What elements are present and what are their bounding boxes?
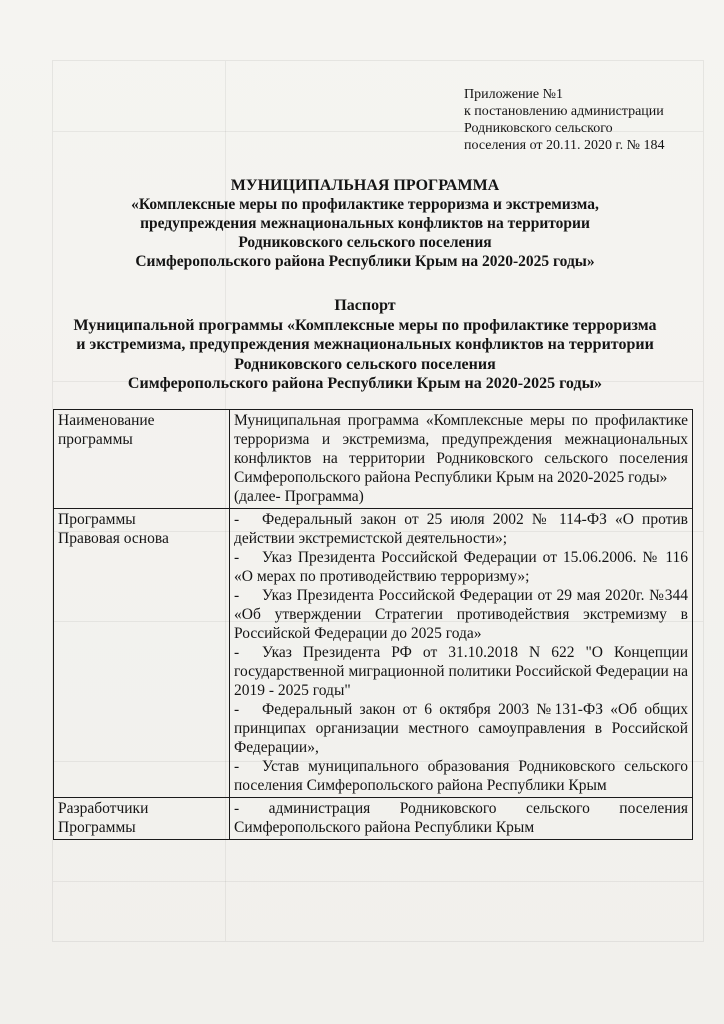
appendix-line: к постановлению администрации — [464, 104, 664, 119]
passport-title-line: Родниковского сельского поселения — [234, 355, 496, 373]
appendix-line: поселения от 20.11. 2020 г. № 184 — [464, 138, 665, 153]
row-content — [230, 410, 693, 509]
legal-basis-text: Указ Президента РФ от 31.10.2018 N 622 "О Концепции государственной миграционной политики Российской Федерации на 2019 - 2025 годы" — [234, 644, 688, 699]
row-content — [230, 509, 693, 798]
program-short-name: (далее- Программа) — [234, 488, 364, 505]
legal-basis-text: Указ Президента Российской Федерации от 15.06.2006. № 116 «О мерах по противодействию терроризму»; — [234, 549, 688, 585]
table-row — [54, 509, 693, 798]
program-title-line: МУНИЦИПАЛЬНАЯ ПРОГРАММА — [230, 177, 500, 194]
row-label-text: Правовая основа — [58, 530, 169, 547]
row-label — [54, 509, 230, 798]
list-dash: - — [234, 701, 240, 718]
program-title-line: «Комплексные меры по профилактике терроризма и экстремизма, — [131, 196, 599, 213]
table-row — [54, 410, 693, 509]
appendix-line: Родниковского сельского — [464, 121, 613, 136]
row-label-text: Разработчики — [58, 800, 149, 817]
legal-basis-item — [234, 510, 688, 548]
list-dash: - — [234, 549, 240, 566]
legal-basis-item — [234, 700, 688, 757]
passport-title-line: и экстремизма, предупреждения межнациональных конфликтов на территории — [76, 336, 654, 353]
passport-title-line: Паспорт — [334, 297, 396, 314]
row-label-text: Наименование программы — [58, 412, 155, 448]
table-row — [54, 798, 693, 840]
legal-basis-item — [234, 643, 688, 700]
bleed-through-line — [53, 881, 703, 882]
passport-title — [30, 296, 700, 394]
legal-basis-item — [234, 586, 688, 643]
program-title-line: Родниковского сельского поселения — [238, 234, 492, 251]
list-dash: - — [234, 644, 240, 661]
passport-title-line: Муниципальной программы «Комплексные меры по профилактике терроризма — [73, 316, 657, 334]
legal-basis-text: Устав муниципального образования Родниковского сельского поселения Симферопольского района Республики Крым — [234, 758, 688, 794]
program-title-line: Симферопольского района Республики Крым на 2020-2025 годы» — [135, 253, 595, 270]
list-dash: - — [234, 587, 240, 604]
legal-basis-item — [234, 548, 688, 586]
row-label — [54, 410, 230, 509]
program-name-text: Муниципальная программа «Комплексные меры по профилактике терроризма и экстремизма, предупреждения межнациональных конфликтов на территории Родниковского сельского поселения Симферопольского района Республики Крым на 2020-2025 годы» — [234, 412, 688, 486]
row-label — [54, 798, 230, 840]
row-content — [230, 798, 693, 840]
legal-basis-item — [234, 757, 688, 795]
list-dash: - — [234, 511, 240, 528]
appendix-header — [464, 86, 714, 154]
passport-title-line: Симферопольского района Республики Крым на 2020-2025 годы» — [127, 375, 603, 392]
developer-text: - администрация Родниковского сельского поселения Симферопольского района Республики Крым — [234, 800, 688, 836]
row-label-text: Программы — [58, 819, 136, 836]
program-title — [40, 176, 690, 271]
program-title-line: предупреждения межнациональных конфликтов на территории — [140, 215, 590, 232]
passport-table — [53, 409, 693, 840]
legal-basis-text: Федеральный закон от 25 июля 2002 № 114-ФЗ «О против действии экстремистской деятельности»; — [234, 511, 688, 547]
appendix-line: Приложение №1 — [464, 87, 563, 102]
legal-basis-text: Указ Президента Российской Федерации от 29 мая 2020г. №344 «Об утверждении Стратегии противодействия экстремизму в Российской Федерации до 2025 года» — [234, 587, 688, 642]
row-label-text: Программы — [58, 511, 136, 528]
list-dash: - — [234, 758, 240, 775]
legal-basis-text: Федеральный закон от 6 октября 2003 №131-ФЗ «Об общих принципах организации местного самоуправления в Российской Федерации», — [234, 701, 688, 756]
